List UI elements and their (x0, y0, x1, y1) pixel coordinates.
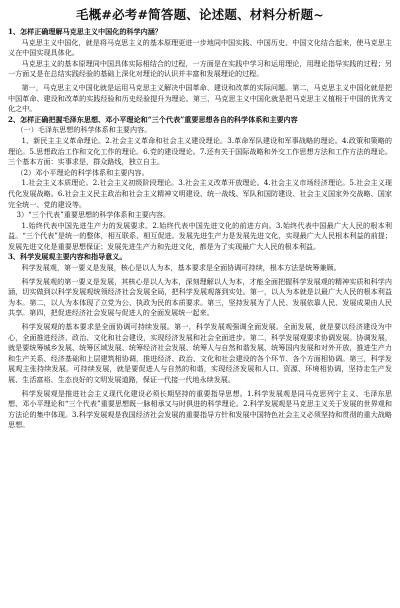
question-2-heading: 2、怎样正确把握毛泽东思想、邓小平理论和“三个代表”重要思想各自的科学体系和主要内容 (8, 114, 298, 124)
document-title: 毛概#必考#简答题、论述题、材料分析题~ (76, 7, 324, 22)
question-3-paragraph-3: 科学发展观的基本要求是全面协调可持续发展。第一，科学发展观强调全面发展。全面发展，就是要以经济建设为中心，全面推进经济、政治、文化和社会建设，实现经济发展和社会全面进步。第二，科学发展观要求协调发展。协调发展，就是要统筹城乡发展、统筹区域发展、统筹经济社会发展、统筹人与自然和谐发展、统筹国内发展和对外开放，推进生产力和生产关系、经济基础和上层建筑相协调，推进经济、政治、文化和社会建设的各个环节、各个方面相协调。第三，科学发展观主张持续发展。可持续发展，就是要促进人与自然的和谐，实现经济发展和人口、资源、环境相协调，坚持走生产发展、生活富裕、生态良好的文明发展道路，保证一代接一代地永续发展。 (8, 322, 392, 384)
question-2-section-1-heading: （一）毛泽东思想的科学体系和主要内容。 (16, 125, 152, 135)
question-3-paragraph-1: 科学发展观，第一要义是发展，核心是以人为本，基本要求是全面协调可持续，根本方法是统筹兼顾。 (21, 263, 341, 273)
question-3-paragraph-4: 科学发展观是推进社会主义现代化建设必须长期坚持的重要指导思想。1.科学发展观是同马克思列宁主义、毛泽东思想、邓小平理论和“三个代表”重要思想既一脉相承又与时俱进的科学理论。2.科学发展观是马克思主义关于发展的世界观和方法论的集中体现。3.科学发展观是我国经济社会发展的重要指导方针和发展中国特色社会主义必须坚持和贯彻的重大战略思想。 (8, 388, 392, 430)
question-1-paragraph-3: 第一，马克思主义中国化就是运用马克思主义解决中国革命、建设和改革的实际问题。第二，马克思主义中国化就是把中国革命、建设和改革的实践经验和历史经验提升为理论。第三，马克思主义中国化就是把马克思主义植根于中国的优秀文化之中。 (8, 82, 392, 114)
question-2-section-2-body: 1.社会主义本质理论。2.社会主义初级阶段理论。3.社会主义改革开放理论。4.社会主义市场经济理论。5.社会主义现代化发展战略。6.社会主义民主政治和社会主义精神文明建设、统一战线、军队和国防建设、社会主义国家外交战略、国家完全统一、党的建设等。 (8, 178, 392, 209)
question-2-section-3-heading: 3）“三个代表”重要思想的科学体系和主要内容。 (16, 210, 171, 220)
question-3-paragraph-2: 科学发展观的第一要义是发展，其核心是以人为本，深刻理解以人为本，才能全面把握科学发展观的精神实质和科学内涵，切实做到以科学发展观统领经济社会发展全局，把科学发展观落到实处。第一，以人为本就是以最广大人民的根本利益为本。第二，以人为本体现了立党为公、执政为民的本质要求。第三，坚持发展为了人民、发展依靠人民、发展成果由人民共享。第四，把促进经济社会发展与促进人的全面发展统一起来。 (8, 276, 392, 318)
question-1-paragraph-1: 马克思主义中国化，就是将马克思主义的基本原理更进一步地同中国实践、中国历史、中国文化结合起来，使马克思主义在中国实现具体化。 (8, 37, 392, 58)
question-2-section-1-body: 1、新民主主义革命理论。2.社会主义革命和社会主义建设理论。3.革命军队建设和军事战略的理论。4.政策和策略的理论。5.思想政治工作和文化工作的理论。6.党的建设理论。7.还有关于国际战略和外交工作思想方法和工作方法的理论。三个基本方面：实事求是，群众路线，独立自主。 (8, 135, 392, 167)
question-2-section-3-body: 1.始终代表中国先进生产力的发展要求。2.始终代表中国先进文化的前进方向。3.始终代表中国最广大人民的根本利益。“三个代表”是统一的整体，相互联系、相互促进。发展先进生产力是发展先进文化，实现最广大人民根本利益的前提；发展先进文化是重要思想保证；发展先进生产力和先进文化，都是为了实现最广大人民的根本利益。 (8, 220, 392, 251)
question-1-heading: 1、怎样正确理解马克思主义中国化的科学内涵？ (8, 27, 162, 36)
document-body (8, 27, 392, 431)
question-1-paragraph-2: 马克思主义的基本原理同中国具体实际相结合的过程，一方面是在实践中学习和运用理论，用理论指导实践的过程；另一方面又是在总结实践经验的基础上深化对理论的认识并丰富和发展理论的过程。 (8, 58, 392, 79)
question-2-section-2-heading: （2）邓小平理论的科学体系和主要内容。 (16, 167, 149, 177)
question-3-heading: 3、科学发展观主要内容和指导意义。 (8, 252, 127, 262)
